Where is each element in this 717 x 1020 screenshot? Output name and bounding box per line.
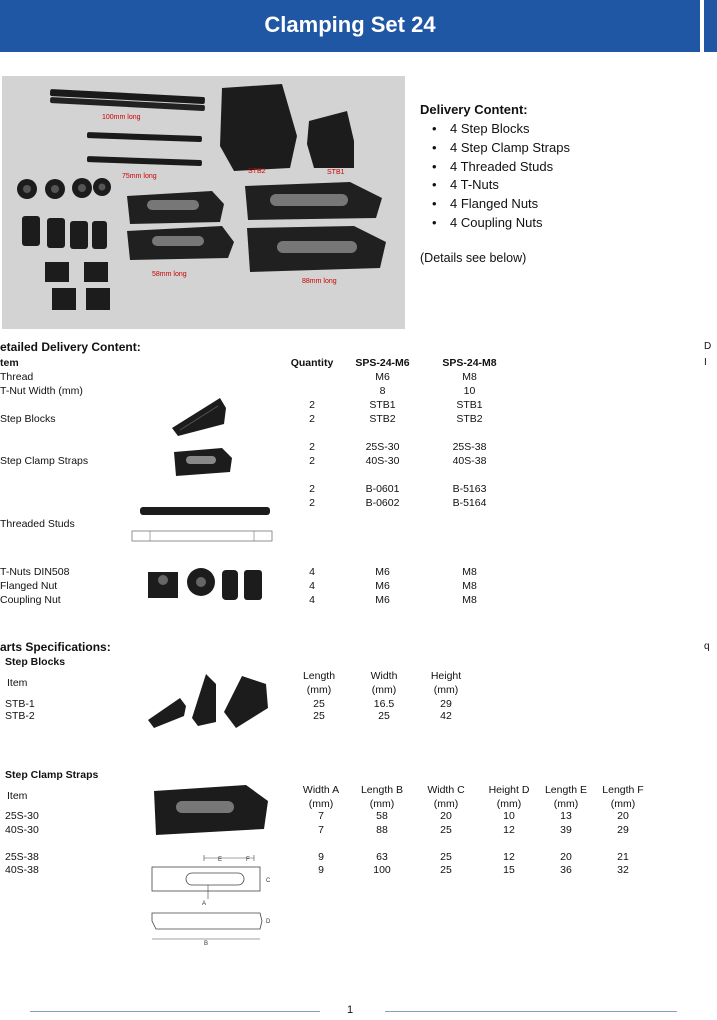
detailed-row-m6: M6: [375, 580, 390, 592]
step-blocks-row-value: 42: [440, 710, 452, 722]
straps-row-value: 36: [560, 864, 572, 876]
straps-header-unit: (mm): [433, 798, 459, 810]
label-stb1: STB1: [327, 169, 345, 176]
step-blocks-spec-illustration: [146, 672, 270, 730]
threaded-stud-illustration: [130, 503, 278, 547]
detailed-row-item: Threaded Studs: [0, 518, 75, 530]
delivery-item: • 4 Coupling Nuts: [432, 214, 543, 230]
detailed-row-item: Step Blocks: [0, 413, 56, 425]
product-photo-drawing: [2, 76, 405, 329]
detailed-row-item: T-Nut Width (mm): [0, 385, 83, 397]
strap-drawing: [146, 783, 274, 947]
straps-row-value: 32: [617, 864, 629, 876]
detailed-row-m6: M6: [375, 594, 390, 606]
footer-line-left: [30, 1011, 320, 1012]
straps-row-value: 13: [560, 810, 572, 822]
label-stud-75: 75mm long: [122, 173, 157, 180]
detailed-row-qty: 2: [309, 483, 315, 495]
label-strap-58: 58mm long: [152, 271, 187, 278]
detailed-row-m8: STB1: [456, 399, 483, 411]
delivery-item: • 4 Threaded Studs: [432, 158, 554, 174]
detailed-row-m6: 8: [379, 385, 386, 397]
straps-row-value: 10: [503, 810, 515, 822]
step-blocks-row-value: 25: [378, 710, 390, 722]
detailed-header-item: tem: [0, 357, 19, 369]
straps-row-value: 12: [503, 851, 515, 863]
right-margin-mark: I: [704, 357, 707, 368]
straps-header: Width C: [427, 784, 465, 796]
step-blocks-title: Step Blocks: [5, 656, 66, 668]
step-blocks-header: Width: [370, 670, 398, 682]
detailed-row-item: T-Nuts DIN508: [0, 566, 70, 578]
step-blocks-header-unit: (mm): [433, 684, 459, 696]
straps-row-value: 39: [560, 824, 572, 836]
nuts-illustration: [146, 564, 268, 604]
straps-row-value: 7: [318, 810, 324, 822]
detailed-row-item: Thread: [0, 371, 34, 383]
detailed-header-m6: SPS-24-M6: [355, 357, 410, 369]
detailed-row-qty: 4: [309, 566, 315, 578]
step-block-illustration: [168, 396, 228, 438]
dim-label-e: E: [218, 857, 223, 863]
detailed-row-m8: STB2: [456, 413, 483, 425]
detailed-row-m8: M8: [462, 371, 477, 383]
straps-row-value: 58: [376, 810, 388, 822]
straps-row-value: 15: [503, 864, 515, 876]
delivery-title: Delivery Content:: [420, 102, 528, 117]
detailed-row-m8: B-5164: [452, 497, 487, 509]
straps-row-value: 25: [440, 851, 452, 863]
dim-label-c: C: [266, 878, 271, 884]
detailed-row-m6: STB1: [369, 399, 396, 411]
straps-row-value: 20: [560, 851, 572, 863]
detailed-row-m8: 25S-38: [452, 441, 487, 453]
detailed-row-qty: 4: [309, 580, 315, 592]
detailed-row-m6: B-0602: [365, 497, 400, 509]
detailed-row-m8: B-5163: [452, 483, 487, 495]
straps-row-value: 63: [376, 851, 388, 863]
detailed-row-m8: 10: [463, 385, 476, 397]
straps-row-value: 9: [318, 851, 324, 863]
detailed-row-m8: M8: [462, 566, 477, 578]
detailed-row-m6: M6: [375, 566, 390, 578]
detailed-row-m6: 25S-30: [365, 441, 400, 453]
detailed-row-m8: M8: [462, 594, 477, 606]
straps-row-item: 40S-30: [5, 824, 39, 836]
straps-row-value: 9: [318, 864, 324, 876]
detailed-row-qty: 2: [309, 497, 315, 509]
straps-item-label: Item: [7, 790, 28, 802]
step-blocks-row-value: 29: [440, 698, 452, 710]
step-blocks-header-unit: (mm): [371, 684, 397, 696]
straps-header-unit: (mm): [610, 798, 636, 810]
straps-header-unit: (mm): [308, 798, 334, 810]
step-blocks-header: Length: [302, 670, 336, 682]
banner-edge: [704, 0, 717, 52]
straps-header: Length E: [544, 784, 588, 796]
detailed-row-m6: B-0601: [365, 483, 400, 495]
step-blocks-header: Height: [430, 670, 462, 682]
detailed-row-item: Step Clamp Straps: [0, 455, 89, 467]
delivery-item: • 4 Flanged Nuts: [432, 196, 539, 212]
straps-row-item: 40S-38: [5, 864, 39, 876]
step-blocks-header-unit: (mm): [306, 684, 332, 696]
dim-label-d: D: [266, 919, 271, 925]
straps-header: Height D: [488, 784, 530, 796]
straps-header-unit: (mm): [553, 798, 579, 810]
detailed-row-m8: M8: [462, 580, 477, 592]
right-margin-mark: q: [704, 641, 710, 652]
delivery-item: • 4 Step Blocks: [432, 121, 530, 136]
step-blocks-row-item: STB-1: [5, 698, 35, 710]
straps-row-value: 25: [440, 824, 452, 836]
detailed-row-qty: 2: [309, 399, 315, 411]
detailed-row-m6: 40S-30: [365, 455, 400, 467]
detailed-row-item: Flanged Nut: [0, 580, 58, 592]
straps-header: Width A: [302, 784, 340, 796]
product-photo: [2, 76, 405, 329]
straps-row-value: 25: [440, 864, 452, 876]
step-blocks-row-item: STB-2: [5, 710, 35, 722]
detailed-row-qty: 2: [309, 413, 315, 425]
page-title: Clamping Set 24: [264, 12, 436, 37]
straps-row-value: 88: [376, 824, 388, 836]
detailed-row-item: Coupling Nut: [0, 594, 61, 606]
straps-row-value: 29: [617, 824, 629, 836]
detailed-header-m8: SPS-24-M8: [442, 357, 497, 369]
detailed-row-m6: STB2: [369, 413, 396, 425]
straps-header: Length F: [602, 784, 644, 796]
straps-row-value: 20: [440, 810, 452, 822]
label-stb2: STB2: [248, 168, 266, 175]
step-blocks-row-value: 16.5: [373, 698, 395, 710]
detailed-row-qty: 2: [309, 441, 315, 453]
parts-title: arts Specifications:: [0, 640, 111, 654]
footer-line-right: [385, 1011, 677, 1012]
page-number: 1: [347, 1004, 354, 1016]
step-blocks-item-label: Item: [7, 677, 28, 689]
straps-row-item: 25S-38: [5, 851, 39, 863]
detailed-row-m6: M6: [375, 371, 390, 383]
detailed-title: etailed Delivery Content:: [0, 340, 141, 354]
dim-label-f: F: [246, 857, 250, 863]
straps-title: Step Clamp Straps: [5, 769, 99, 781]
straps-row-item: 25S-30: [5, 810, 39, 822]
step-blocks-row-value: 25: [313, 710, 325, 722]
straps-row-value: 20: [617, 810, 629, 822]
straps-header-unit: (mm): [369, 798, 395, 810]
straps-row-value: 21: [617, 851, 629, 863]
dim-label-b: B: [204, 941, 209, 947]
straps-header-unit: (mm): [496, 798, 522, 810]
delivery-item: • 4 Step Clamp Straps: [432, 139, 570, 155]
detailed-row-m8: 40S-38: [452, 455, 487, 467]
detailed-row-qty: 2: [309, 455, 315, 467]
delivery-list: [432, 120, 570, 233]
delivery-item: • 4 T-Nuts: [432, 177, 499, 193]
straps-header: Length B: [360, 784, 404, 796]
step-blocks-row-value: 25: [313, 698, 325, 710]
straps-row-value: 7: [318, 824, 324, 836]
detailed-header-qty: Quantity: [290, 357, 334, 369]
right-margin-mark: D: [704, 341, 712, 352]
label-stud-100: 100mm long: [102, 114, 141, 121]
straps-row-value: 100: [373, 864, 391, 876]
delivery-note: (Details see below): [420, 251, 527, 265]
straps-row-value: 12: [503, 824, 515, 836]
detailed-row-qty: 4: [309, 594, 315, 606]
clamp-strap-illustration: [172, 446, 234, 480]
label-strap-88: 88mm long: [302, 278, 337, 285]
dim-label-a: A: [202, 901, 207, 907]
